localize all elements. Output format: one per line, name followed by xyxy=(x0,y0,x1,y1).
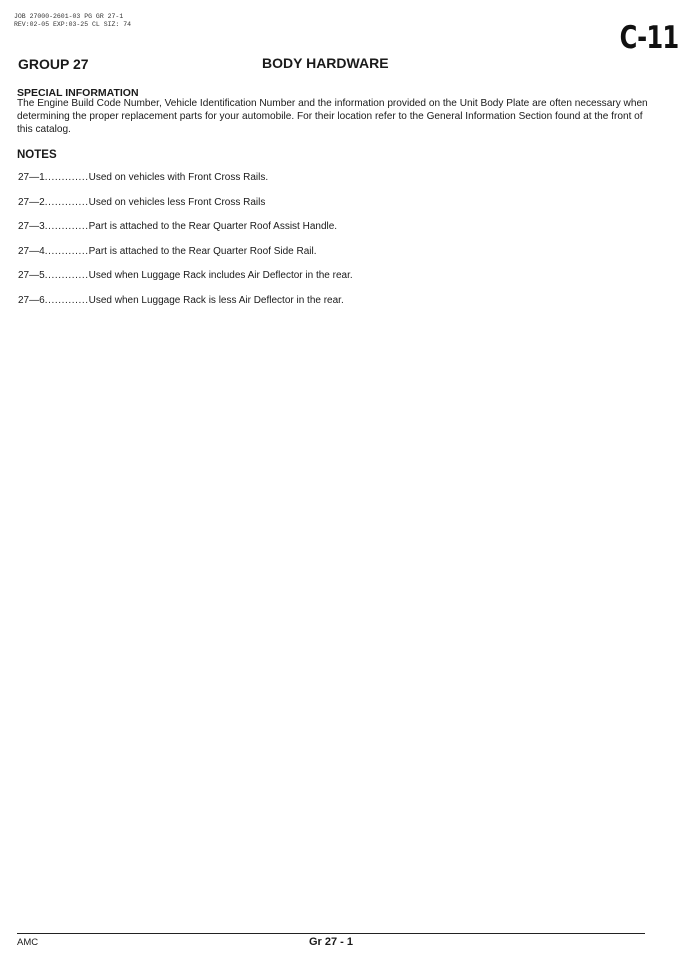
note-code: 27—3 xyxy=(18,221,45,233)
note-code: 27—1 xyxy=(18,172,45,183)
leader-dots: ............. xyxy=(44,270,89,282)
note-text: Used when Luggage Rack includes Air Deflector in the rear. xyxy=(88,270,353,282)
notes-heading: NOTES xyxy=(17,149,57,161)
note-text: Part is attached to the Rear Quarter Roof Assist Handle. xyxy=(88,221,338,233)
note-code: 27—4 xyxy=(18,245,45,257)
note-text: Used on vehicles with Front Cross Rails. xyxy=(88,172,269,183)
special-information-heading: SPECIAL INFORMATION xyxy=(17,87,139,99)
footer-publisher: AMC xyxy=(17,937,39,948)
notes-list xyxy=(18,172,518,320)
note-code: 27—5 xyxy=(18,270,45,282)
note-text: Used on vehicles less Front Cross Rails xyxy=(88,196,266,208)
note-item xyxy=(18,172,518,197)
note-code: 27—2 xyxy=(18,196,45,208)
footer-divider xyxy=(17,933,645,934)
leader-dots: ............. xyxy=(44,221,89,233)
job-code xyxy=(14,13,131,29)
note-code: 27—6 xyxy=(18,294,45,306)
note-text: Part is attached to the Rear Quarter Roof Side Rail. xyxy=(88,245,317,257)
leader-dots: ............. xyxy=(44,172,89,183)
note-item xyxy=(18,270,518,295)
note-text: Used when Luggage Rack is less Air Deflector in the rear. xyxy=(88,294,344,306)
leader-dots: ............. xyxy=(44,196,89,208)
page-title: BODY HARDWARE xyxy=(262,55,389,71)
note-item xyxy=(18,197,518,222)
leader-dots: ............. xyxy=(44,245,89,257)
page-code: C-11 xyxy=(619,20,678,56)
footer-page-number: Gr 27 - 1 xyxy=(309,936,354,948)
job-code-line: REV:02-05 EXP:03-25 CL SIZ: 74 xyxy=(14,21,132,28)
note-item xyxy=(18,221,518,246)
group-label: GROUP 27 xyxy=(18,56,89,72)
note-item xyxy=(18,295,518,320)
note-item xyxy=(18,246,518,271)
special-information-body: The Engine Build Code Number, Vehicle Identification Number and the information provided on the Unit Body Plate are often necessary when determining the proper replacement parts for your automobile. For their location refer to the General Information Section found at the front of this catalog. xyxy=(17,98,648,135)
job-code-line: JOB 27000-2601-03 PG GR 27-1 xyxy=(14,13,124,20)
leader-dots: ............. xyxy=(44,294,89,306)
